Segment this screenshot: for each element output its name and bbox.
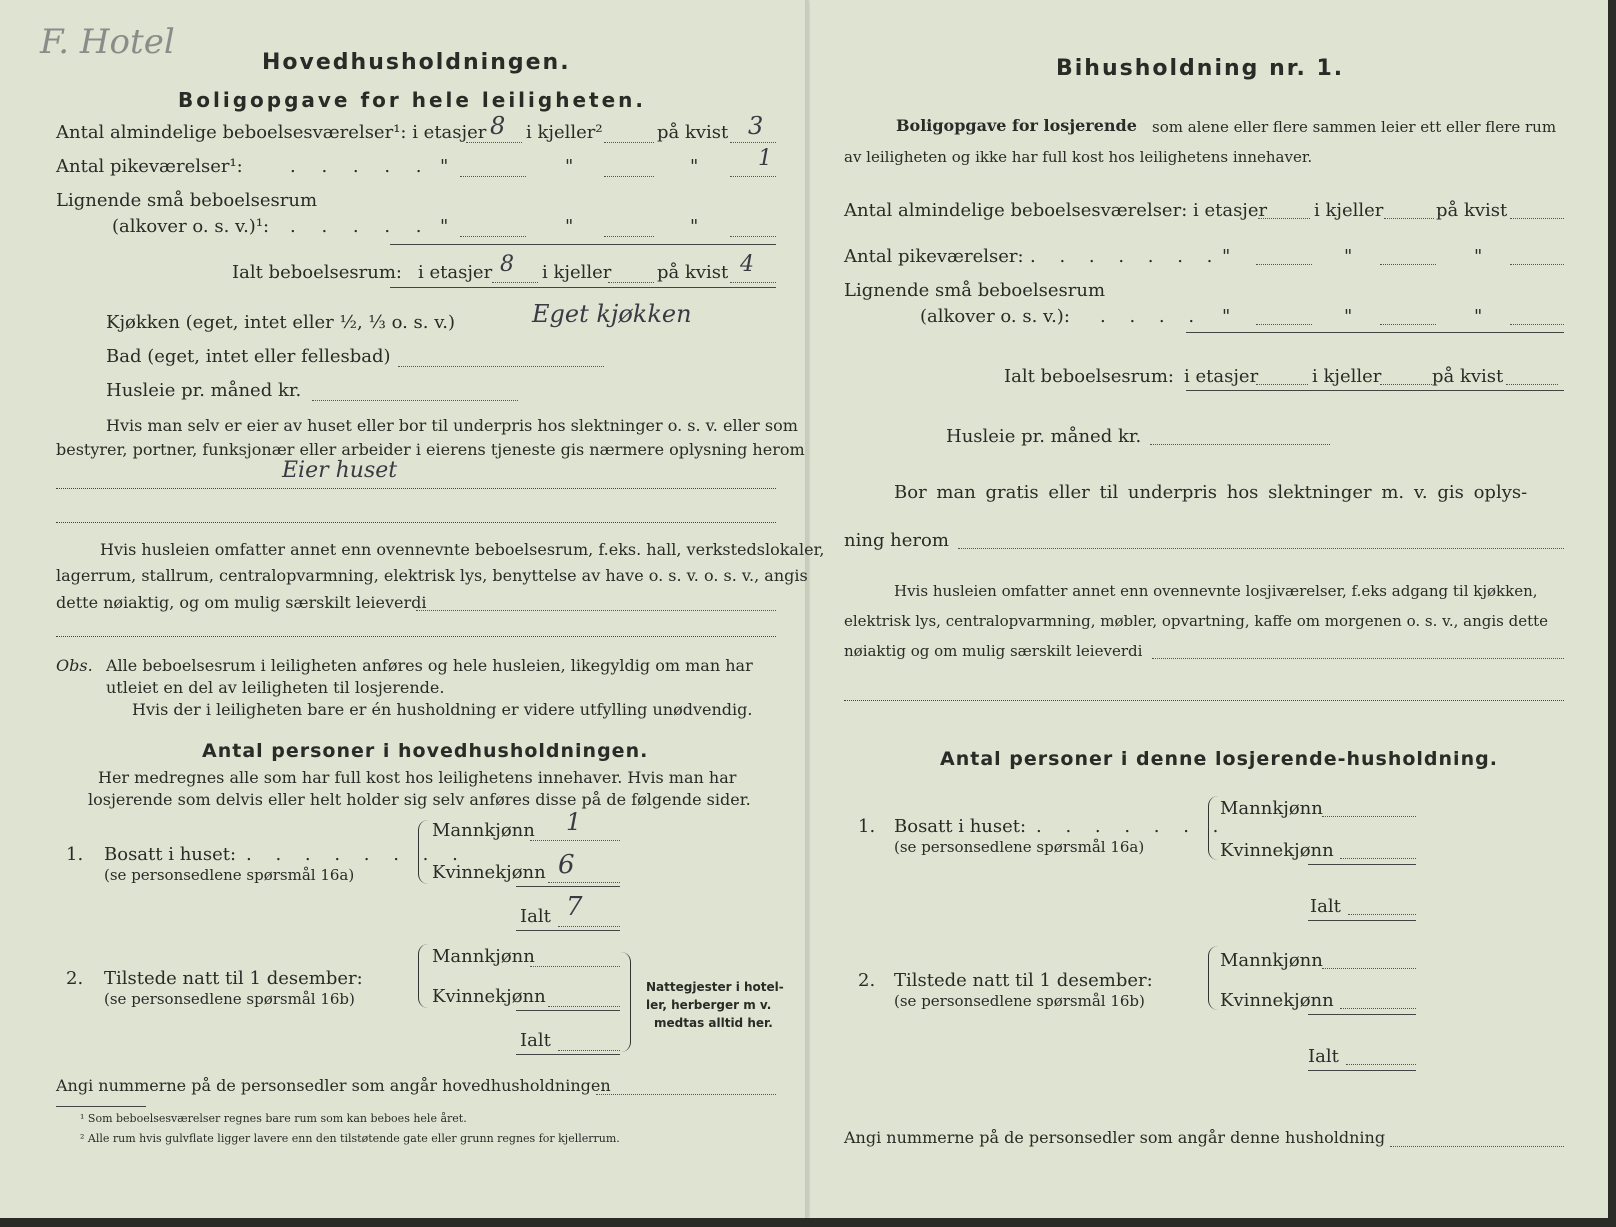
right-omfatter3: nøiaktig og om mulig særskilt leieverdi [844,642,1143,660]
left-eier-line2 [56,522,776,523]
left-row3-line2 [604,236,654,237]
left-q1-sum-rule [516,886,620,887]
right-q1-num: 1. [858,816,876,837]
right-row1-kjeller: i kjeller [1314,200,1384,221]
left-eier-text1: Hvis man selv er eier av huset eller bor til underpris hos slektninger o. s. v. eller som [106,416,798,435]
right-q1-mann: Mannkjønn [1220,798,1323,819]
right-row2-quote3: " [1474,246,1483,267]
left-row2-dots: . . . . . [290,156,432,177]
right-q2-num: 2. [858,970,876,991]
left-q2-ialt-line [558,1050,620,1051]
left-omfatter3: dette nøiaktig, og om mulig særskilt leieverdi [56,593,427,612]
right-q1-kvinne: Kvinnekjønn [1220,840,1334,861]
right-q1-ialt-line [1348,914,1416,915]
right-row2-line2 [1380,264,1436,265]
left-ialt-kjeller-label: i kjeller [542,262,612,283]
right-row3-line2 [1380,324,1436,325]
right-q2-mann: Mannkjønn [1220,950,1323,971]
left-ialt-etasjer-label: i etasjer [418,262,493,283]
left-q2-ialt: Ialt [520,1030,551,1051]
left-q1-brace [418,820,429,884]
left-obs-label: Obs. [56,656,93,675]
right-ialt-rule [1186,390,1564,391]
left-footnote2: ² Alle rum hvis gulvflate ligger lavere enn den tilstøtende gate eller grunn regnes for kjellerrum. [80,1132,620,1145]
left-row1-kvist-value: 3 [748,112,764,140]
left-title: Hovedhusholdningen. [262,50,571,75]
right-ialt-kjeller: i kjeller [1312,366,1382,387]
right-intro2: av leiligheten og ikke har full kost hos leilighetens innehaver. [844,148,1313,166]
right-ialt-etasjer: i etasjer [1184,366,1259,387]
right-row3-dots: . . . . [1100,306,1204,327]
left-ialt-etasjer-line [492,282,538,283]
right-row3-label-a: Lignende små beboelsesrum [844,280,1106,301]
left-q2-num: 2. [66,968,84,989]
left-sum-rule [390,244,776,245]
right-q1-label: Bosatt i huset: [894,816,1027,837]
left-q1-ialt-line [558,926,620,927]
right-row2-quote1: " [1222,246,1231,267]
left-nattegjester2: ler, herberger m v. [646,998,772,1012]
left-q2-ialt-rule [516,1054,620,1055]
right-q2-sum-rule [1308,1014,1416,1015]
left-eier-line1 [56,488,776,489]
right-q2-brace [1208,946,1219,1010]
right-q1-brace [1208,796,1219,860]
left-husleie-line [312,400,518,401]
left-footnote1: ¹ Som beboelsesværelser regnes bare rum som kan beboes hele året. [80,1112,467,1125]
left-persons-text2: losjerende som delvis eller helt holder sig selv anføres disse på de følgende sider. [88,790,751,809]
right-husleie-line [1150,444,1330,445]
right-q2-ialt-line [1346,1064,1416,1065]
left-row1-etasjer-value: 8 [490,112,506,140]
left-q1-sub: (se personsedlene spørsmål 16a) [104,866,355,884]
left-q2-label: Tilstede natt til 1 desember: [104,968,363,989]
right-row3-line1 [1256,324,1312,325]
right-ialt-kvist: på kvist [1432,366,1504,387]
left-q2-brace [418,944,429,1008]
left-row1-kvist-label: på kvist [657,122,729,143]
corner-note: F. Hotel [40,22,175,62]
right-gratis2: ning herom [844,530,949,551]
right-q1-ialt-rule [1308,920,1416,921]
right-row1-kjeller-line [1384,218,1434,219]
left-omfatter2: lagerrum, stallrum, centralopvarmning, elektrisk lys, benyttelse av have o. s. v. o. s. v., angis [56,566,808,585]
left-angi: Angi nummerne på de personsedler som angår hovedhusholdningen [56,1076,611,1095]
right-persons-title: Antal personer i denne losjerende-husholdning. [940,748,1498,770]
left-bad-label: Bad (eget, intet eller fellesbad) [106,346,391,367]
left-q1-mann-value: 1 [566,808,582,836]
right-ialt-label: Ialt beboelsesrum: [1004,366,1174,387]
left-husleie-label: Husleie pr. måned kr. [106,380,302,401]
left-row3-quote3: " [690,216,699,237]
left-row3-line1 [460,236,526,237]
left-ialt-rule [390,287,776,288]
left-subtitle: Boligopgave for hele leiligheten. [178,88,646,112]
left-ialt-etasjer-value: 8 [500,252,514,277]
right-row1-kvist: på kvist [1436,200,1508,221]
right-q2-kvinne-line [1340,1008,1416,1009]
right-intro1: som alene eller flere sammen leier ett eller flere rum [1152,118,1557,136]
left-nattegjester3: medtas alltid her. [654,1016,773,1030]
left-q2-mann-line [530,966,620,967]
right-q2-kvinne: Kvinnekjønn [1220,990,1334,1011]
left-ialt-kvist-line [730,282,776,283]
left-row3-quote2: " [565,216,574,237]
left-obs2: utleiet en del av leiligheten til losjerende. [106,678,445,697]
left-persons-title: Antal personer i hovedhusholdningen. [202,740,649,762]
left-q2-kvinne-line [548,1006,620,1007]
left-row2-quote1: " [440,156,449,177]
left-row2-quote3: " [690,156,699,177]
left-q1-mann: Mannkjønn [432,820,535,841]
right-row1-etasjer-line [1258,218,1310,219]
left-q1-num: 1. [66,844,84,865]
right-sum-rule [1186,332,1564,333]
left-row3-dots: . . . . . [290,216,432,237]
left-ialt-label: Ialt beboelsesrum: [232,262,402,283]
left-omfatter-line1 [416,610,776,611]
left-row2-value: 1 [758,146,772,171]
left-row2-label: Antal pikeværelser¹: [56,156,243,177]
left-q1-ialt-rule [516,930,620,931]
right-q1-mann-line [1322,816,1416,817]
right-q2-label: Tilstede natt til 1 desember: [894,970,1153,991]
right-husleie: Husleie pr. måned kr. [946,426,1142,447]
right-row3-label-b: (alkover o. s. v.): [920,306,1070,327]
right-row2-dots: . . . . . . . [1030,246,1222,267]
left-row2-line2 [604,176,654,177]
left-q1-kvinne: Kvinnekjønn [432,862,546,883]
left-q1-ialt-value: 7 [566,892,583,922]
left-row2-quote2: " [565,156,574,177]
left-q1-kvinne-value: 6 [558,850,575,880]
right-row3-line3 [1510,324,1564,325]
left-kjokken-value: Eget kjøkken [532,300,692,328]
left-row2-line3 [730,176,776,177]
right-row2-quote2: " [1344,246,1353,267]
left-q1-label: Bosatt i huset: [104,844,237,865]
right-gratis-line [958,548,1564,549]
left-q2-sum-rule [516,1010,620,1011]
left-row3-quote1: " [440,216,449,237]
left-eier-text2: bestyrer, portner, funksjonær eller arbeider i eierens tjeneste gis nærmere oplysning herom [56,440,805,459]
right-q1-dots: . . . . . . . [1036,816,1228,837]
right-title: Bihusholdning nr. 1. [1056,56,1345,81]
left-eier-value: Eier huset [282,458,398,483]
left-nattegjester1: Nattegjester i hotel- [646,980,784,994]
right-omfatter-line2 [844,700,1564,701]
left-persons-text1: Her medregnes alle som har full kost hos leilighetens innehaver. Hvis man har [98,768,737,787]
left-q2-mann: Mannkjønn [432,946,535,967]
right-q2-ialt: Ialt [1308,1046,1339,1067]
left-q2-right-brace [620,952,631,1052]
left-row3-line3 [730,236,776,237]
right-q2-ialt-rule [1308,1070,1416,1071]
right-row2-line3 [1510,264,1564,265]
right-row2-label: Antal pikeværelser: [844,246,1024,267]
right-q1-sub: (se personsedlene spørsmål 16a) [894,838,1145,856]
left-row1-kjeller-line [604,142,654,143]
right-q1-sum-rule [1308,864,1416,865]
left-q1-mann-line [530,840,620,841]
right-q1-kvinne-line [1340,858,1416,859]
left-omfatter1: Hvis husleien omfatter annet enn ovennevnte beboelsesrum, f.eks. hall, verkstedslokaler, [100,540,825,559]
page-fold [805,0,808,1218]
left-ialt-kvist-label: på kvist [657,262,729,283]
left-omfatter-line2 [56,636,776,637]
left-angi-line [596,1094,776,1095]
left-row1-kjeller: i kjeller² [526,122,603,143]
right-row1-kvist-line [1510,218,1564,219]
right-row1-label: Antal almindelige beboelsesværelser: i etasjer [844,200,1268,221]
right-row3-quote1: " [1222,306,1231,327]
left-ialt-kvist-value: 4 [740,252,754,277]
right-q1-ialt: Ialt [1310,896,1341,917]
left-q1-ialt: Ialt [520,906,551,927]
left-row3-label-a: Lignende små beboelsesrum [56,190,318,211]
left-ialt-kjeller-line [608,282,654,283]
right-row3-quote3: " [1474,306,1483,327]
right-ialt-etasjer-line [1256,384,1308,385]
right-gratis1: Bor man gratis eller til underpris hos slektninger m. v. gis oplys- [894,482,1528,503]
left-q1-dots: . . . . . . . . [246,844,467,865]
right-omfatter-line1 [1152,658,1564,659]
right-omfatter2: elektrisk lys, centralopvarmning, møbler, opvartning, kaffe om morgenen o. s. v., angis dette [844,612,1549,630]
right-row2-line1 [1256,264,1312,265]
right-omfatter1: Hvis husleien omfatter annet enn ovennevnte losjiværelser, f.eks adgang til kjøkken, [894,582,1538,600]
right-q2-mann-line [1322,968,1416,969]
right-row3-quote2: " [1344,306,1353,327]
left-obs1: Alle beboelsesrum i leiligheten anføres og hele husleien, likegyldig om man har [106,656,753,675]
right-q2-sub: (se personsedlene spørsmål 16b) [894,992,1145,1010]
left-row1-etasjer-line [466,142,522,143]
left-bad-line [398,366,604,367]
right-angi-line [1390,1146,1564,1147]
left-row3-label-b: (alkover o. s. v.)¹: [112,216,270,237]
left-row1-label: Antal almindelige beboelsesværelser¹: i etasjer [56,122,487,143]
left-q1-kvinne-line [548,882,620,883]
left-footnote-rule [56,1106,146,1107]
left-q2-kvinne: Kvinnekjønn [432,986,546,1007]
left-row2-line1 [460,176,526,177]
right-angi: Angi nummerne på de personsedler som angår denne husholdning [844,1128,1386,1147]
left-kjokken-label: Kjøkken (eget, intet eller ½, ⅓ o. s. v.) [106,312,455,333]
right-intro-bold: Boligopgave for losjerende [896,116,1137,135]
right-ialt-kjeller-line [1380,384,1432,385]
right-ialt-kvist-line [1506,384,1558,385]
left-row1-kvist-line [730,142,776,143]
left-obs3: Hvis der i leiligheten bare er én husholdning er videre utfylling unødvendig. [132,700,753,719]
left-q2-sub: (se personsedlene spørsmål 16b) [104,990,355,1008]
